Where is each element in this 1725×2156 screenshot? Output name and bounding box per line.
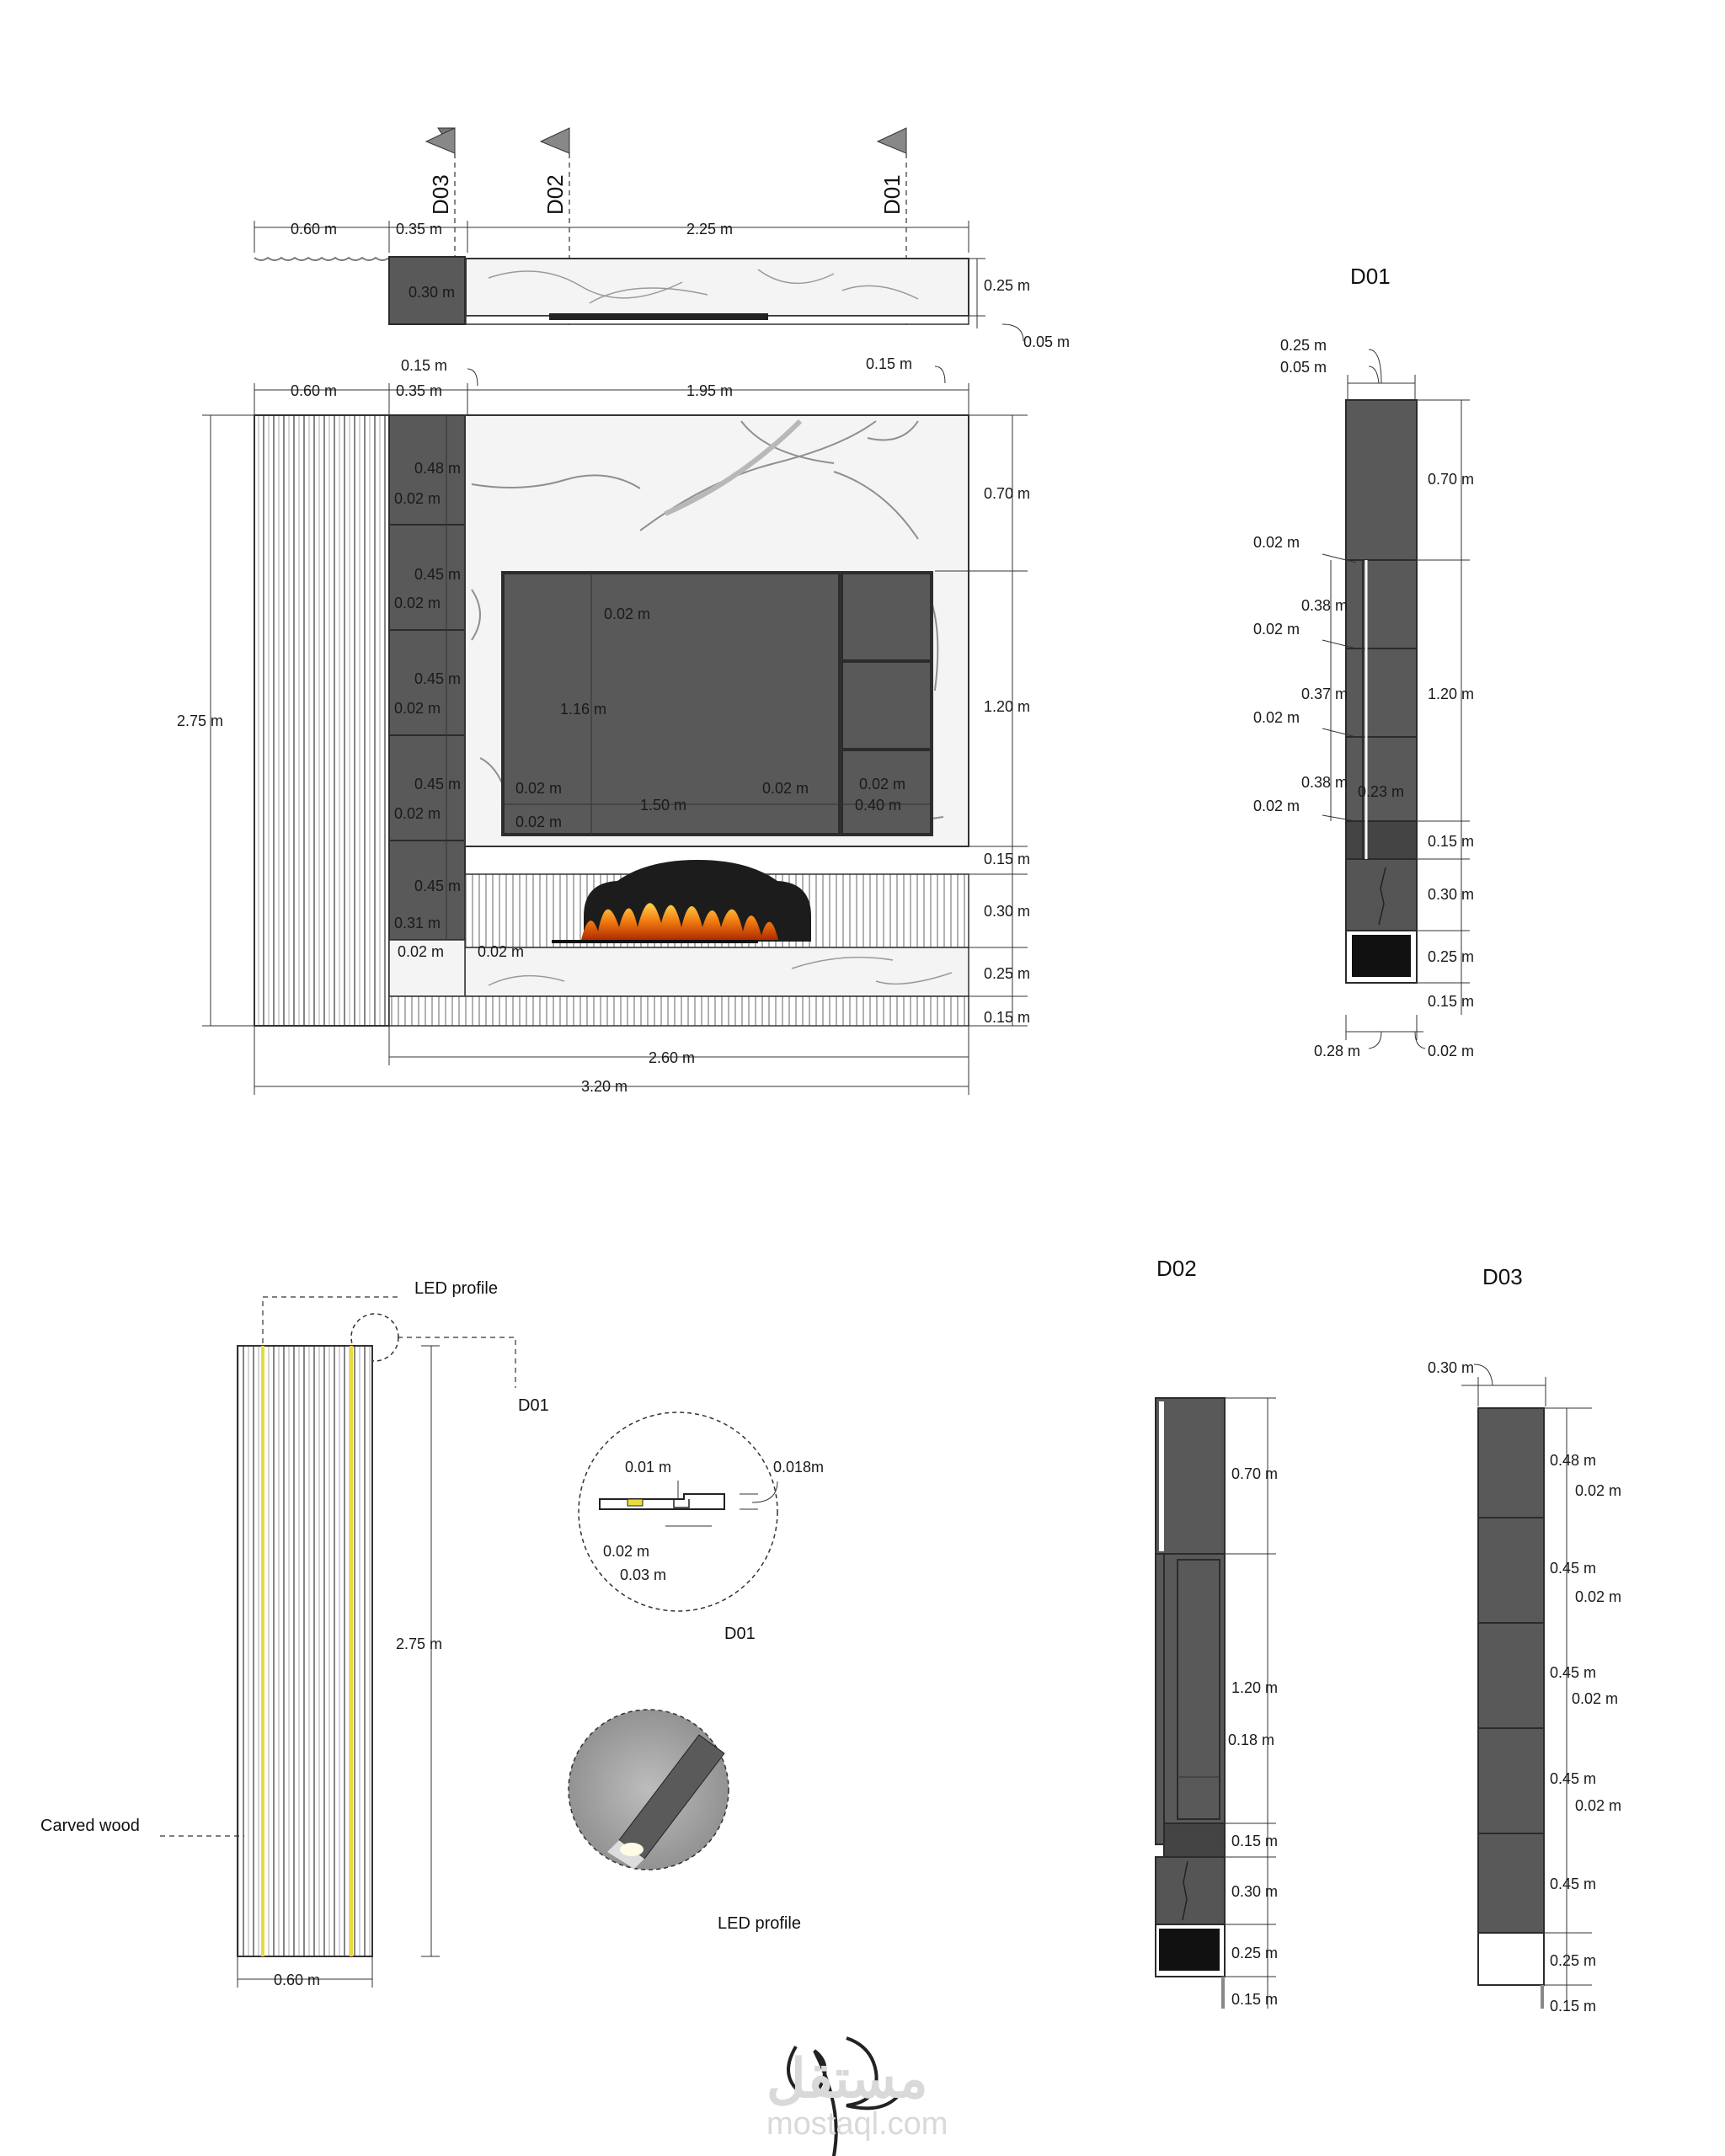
detail-dim-width: 0.03 m xyxy=(620,1566,667,1583)
d01-right-3: 0.15 m xyxy=(1428,833,1475,850)
tv-dim-niche-gap: 0.02 m xyxy=(859,776,906,792)
d03-title: D03 xyxy=(1482,1264,1523,1289)
marker-label-d03: D03 xyxy=(428,174,453,215)
d01-right-5: 0.25 m xyxy=(1428,948,1475,965)
elev-width-column: 0.35 m xyxy=(396,382,443,399)
shelf-dim-10: 0.31 m xyxy=(394,915,441,931)
carved-wood-elevation xyxy=(40,1279,549,1988)
plan-width-main: 2.25 m xyxy=(686,221,734,237)
shelf-dim-12: 0.02 m xyxy=(478,943,525,960)
d01-top-reveal: 0.05 m xyxy=(1280,359,1327,376)
elev-height-sill: 0.15 m xyxy=(984,851,1031,867)
d01-title: D01 xyxy=(1350,264,1391,289)
led-detail xyxy=(569,1412,824,1933)
tv-dim-niche-width: 0.40 m xyxy=(855,797,902,814)
elev-width-overall: 3.20 m xyxy=(581,1078,628,1095)
shelf-dim-1: 0.48 m xyxy=(414,460,462,477)
d03-right-8: 0.02 m xyxy=(1575,1797,1622,1814)
detail-dim-height: 0.018m xyxy=(773,1459,825,1476)
plan-width-left: 0.60 m xyxy=(291,221,338,237)
section-d01 xyxy=(1253,264,1474,1059)
d01-bottom-depth: 0.28 m xyxy=(1314,1043,1361,1059)
wood-width: 0.60 m xyxy=(274,1972,321,1988)
detail-dim-gap: 0.02 m xyxy=(603,1543,650,1560)
elev-overall-height: 2.75 m xyxy=(177,712,224,729)
elev-height-upper: 0.70 m xyxy=(984,485,1031,502)
tv-dim-bottom-gap: 0.02 m xyxy=(515,814,563,830)
d03-right-4: 0.02 m xyxy=(1575,1588,1622,1605)
d03-right-2: 0.02 m xyxy=(1575,1482,1622,1499)
d03-right-10: 0.25 m xyxy=(1550,1952,1597,1969)
watermark-brand: مستقل xyxy=(766,2048,928,2109)
elev-width-left: 0.60 m xyxy=(291,382,338,399)
elev-height-plinth: 0.15 m xyxy=(984,1009,1031,1026)
elev-height-hearth: 0.25 m xyxy=(984,965,1031,982)
d02-right-5: 0.25 m xyxy=(1231,1945,1279,1961)
shelf-dim-9: 0.45 m xyxy=(414,878,462,894)
d02-niche-depth: 0.18 m xyxy=(1228,1732,1275,1748)
watermark-logo xyxy=(766,2038,948,2156)
d01-left-3: 0.02 m xyxy=(1253,621,1300,638)
d03-right-9: 0.45 m xyxy=(1550,1876,1597,1892)
d03-top-depth: 0.30 m xyxy=(1428,1359,1475,1376)
plan-view xyxy=(254,221,1070,350)
d03-right-7: 0.45 m xyxy=(1550,1770,1597,1787)
carved-wood-label: Carved wood xyxy=(40,1817,140,1835)
elev-width-gap-right: 0.15 m xyxy=(866,355,913,372)
watermark-site: mostaql.com xyxy=(766,2106,948,2142)
front-elevation xyxy=(177,355,1030,1095)
photo-label: LED profile xyxy=(718,1914,801,1933)
shelf-dim-11: 0.02 m xyxy=(398,943,445,960)
d03-right-3: 0.45 m xyxy=(1550,1560,1597,1577)
wood-led-label: LED profile xyxy=(414,1279,498,1298)
wood-d01-ref: D01 xyxy=(518,1396,549,1415)
d02-right-3: 0.15 m xyxy=(1231,1833,1279,1849)
d01-right-1: 0.70 m xyxy=(1428,471,1475,488)
elev-width-cabinet: 2.60 m xyxy=(649,1049,696,1066)
plan-width-column: 0.35 m xyxy=(396,221,443,237)
d01-left-6: 0.38 m xyxy=(1301,774,1348,791)
marker-label-d02: D02 xyxy=(542,174,568,215)
plan-depth-reveal: 0.05 m xyxy=(1023,334,1071,350)
elev-height-tv: 1.20 m xyxy=(984,698,1031,715)
shelf-dim-8: 0.02 m xyxy=(394,805,441,822)
section-d03 xyxy=(1428,1264,1621,2015)
d03-right-11: 0.15 m xyxy=(1550,1998,1597,2015)
d01-right-2: 1.20 m xyxy=(1428,686,1475,702)
d01-right-6: 0.15 m xyxy=(1428,993,1475,1010)
detail-dim-led: 0.01 m xyxy=(625,1459,672,1476)
shelf-dim-3: 0.45 m xyxy=(414,566,462,583)
tv-dim-top-gap: 0.02 m xyxy=(604,606,651,622)
shelf-dim-5: 0.45 m xyxy=(414,670,462,687)
elev-width-gap-left: 0.15 m xyxy=(401,357,448,374)
d01-right-4: 0.30 m xyxy=(1428,886,1475,903)
d02-right-1: 0.70 m xyxy=(1231,1465,1279,1482)
shelf-dim-4: 0.02 m xyxy=(394,595,441,611)
tv-dim-left-gap: 0.02 m xyxy=(515,780,563,797)
d02-right-6: 0.15 m xyxy=(1231,1991,1279,2008)
d03-right-5: 0.45 m xyxy=(1550,1664,1597,1681)
d01-inner-depth: 0.23 m xyxy=(1358,783,1405,800)
d02-title: D02 xyxy=(1156,1256,1197,1281)
d03-right-6: 0.02 m xyxy=(1572,1690,1619,1707)
d01-top-depth: 0.25 m xyxy=(1280,337,1327,354)
tv-dim-height: 1.16 m xyxy=(560,701,607,718)
shelf-dim-2: 0.02 m xyxy=(394,490,441,507)
d01-bottom-reveal: 0.02 m xyxy=(1428,1043,1475,1059)
d02-right-4: 0.30 m xyxy=(1231,1883,1279,1900)
d02-right-2: 1.20 m xyxy=(1231,1679,1279,1696)
tv-dim-right-gap: 0.02 m xyxy=(762,780,809,797)
d03-right-1: 0.48 m xyxy=(1550,1452,1597,1469)
d01-left-7: 0.02 m xyxy=(1253,798,1300,814)
shelf-dim-7: 0.45 m xyxy=(414,776,462,792)
marker-label-d01: D01 xyxy=(879,174,905,215)
plan-depth-column: 0.30 m xyxy=(409,284,456,301)
elev-height-fireplace: 0.30 m xyxy=(984,903,1031,920)
d01-left-1: 0.02 m xyxy=(1253,534,1300,551)
d01-left-2: 0.38 m xyxy=(1301,597,1348,614)
d01-left-5: 0.02 m xyxy=(1253,709,1300,726)
plan-depth-slab: 0.25 m xyxy=(984,277,1031,294)
tv-dim-width: 1.50 m xyxy=(640,797,687,814)
shelf-dim-6: 0.02 m xyxy=(394,700,441,717)
wood-height: 2.75 m xyxy=(396,1636,443,1652)
detail-label: D01 xyxy=(724,1625,756,1643)
section-d02 xyxy=(1156,1256,1278,2009)
elev-width-marble: 1.95 m xyxy=(686,382,734,399)
d01-left-4: 0.37 m xyxy=(1301,686,1348,702)
